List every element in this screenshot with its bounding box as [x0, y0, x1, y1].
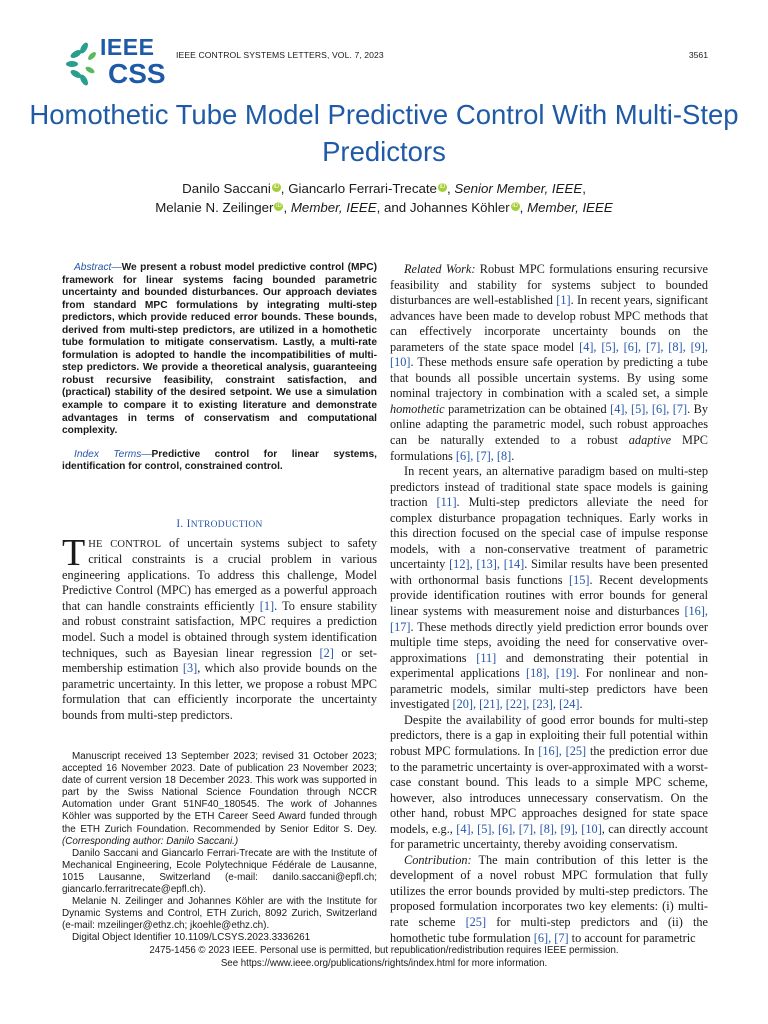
text-span: . Recent developments provide identification routines with error bounds for general linear systems with measurement noise and disturbances	[390, 572, 708, 619]
text-span: . These methods ensure safe operation by predicting a tube that bounds all possible uncertain systems. By using some nominal trajectory in combination with a scaled set, a simple	[390, 355, 708, 401]
logo-ieee-text: IEEE	[100, 34, 155, 60]
text-span: to account for parametric	[568, 930, 696, 945]
section-heading	[62, 518, 377, 530]
author-role: Member, IEEE	[527, 200, 613, 215]
citation-link[interactable]: [6], [7]	[533, 930, 569, 945]
citation-link[interactable]: [11]	[476, 650, 497, 665]
rights-link[interactable]: See https://www.ieee.org/publications/rights/index.html for more information.	[220, 957, 548, 969]
intro-paragraph	[62, 531, 378, 724]
text-span: . Similar results have been presented with orthonormal basis functions	[390, 557, 708, 587]
text-span: .	[511, 448, 515, 463]
index-terms-text: Predictive control for linear systems, identification for control, constrained control.	[62, 448, 377, 473]
footnote	[62, 751, 377, 945]
text-span: of uncertain systems subject to safety critical constraints is a crucial problem in various engineering applications. To address this challenge, Model Predictive Control (MPC) has emerged as a powerful approach that can handle constraints efficiently	[62, 535, 377, 613]
paragraph-label: Contribution:	[404, 852, 472, 867]
text-span: , which also provide bounds on the parametric uncertainty. In this letter, we propose a robust MPC formulation that can efficiently incorporate the uncertainty bounds from multi-step predictors.	[62, 661, 377, 722]
abstract	[62, 262, 377, 438]
right-column	[390, 262, 708, 946]
text-span: adaptive	[628, 433, 672, 448]
citation-link[interactable]: [15]	[568, 572, 590, 587]
abstract-label: Abstract—	[74, 262, 122, 273]
citation-link[interactable]: [2]	[319, 645, 334, 660]
corresponding-author: (Corresponding author: Danilo Saccani.)	[62, 835, 239, 847]
text-span: parametrization can be obtained	[444, 401, 611, 416]
text-span: Robust MPC formulations ensuring recursive feasibility and stability for systems subject to bounded disturbances are well-established	[390, 262, 708, 308]
orcid-icon[interactable]: iD	[439, 183, 446, 190]
contribution-paragraph	[390, 853, 708, 946]
left-column	[62, 262, 377, 723]
body-paragraph	[390, 713, 708, 853]
author-role: Senior Member, IEEE	[454, 181, 583, 196]
ieee-css-logo	[62, 36, 180, 94]
orcid-icon[interactable]: iD	[512, 202, 518, 209]
text-span: and demonstrating their potential in experimental applications	[390, 650, 709, 681]
footnote-doi: Digital Object Identifier 10.1109/LCSYS.2023.3336261	[72, 932, 311, 944]
text-span: , can directly account for parametric uncertainty, thereby avoiding conservatism.	[390, 821, 708, 852]
index-terms	[62, 449, 377, 474]
orcid-icon[interactable]: iD	[273, 183, 280, 190]
text-span: Despite the availability of good error bounds for multi-step predictors, there is a gap in exploiting their full potential within robust MPC formulations. In	[390, 712, 708, 758]
citation-link[interactable]: [16], [25]	[538, 743, 587, 758]
orcid-icon[interactable]: iD	[276, 202, 282, 209]
body-paragraph	[390, 464, 708, 713]
citation-link[interactable]: [6], [7], [8]	[455, 448, 512, 463]
citation-link[interactable]: [4], [5], [6], [7], [8], [9], [10]	[390, 339, 708, 370]
author-list: Danilo Saccani iD , Giancarlo Ferrari-Trecate iD , Senior Member, IEEE, Melanie N. Zeilinger iD , Member, IEEE, and Johannes Köhler iD , Member, IEEE	[155, 181, 613, 215]
text-span: or set-membership estimation	[62, 645, 377, 676]
citation-link[interactable]: [16], [17]	[390, 604, 708, 634]
footnote-affiliation: Melanie N. Zeilinger and Johannes Köhler are with the Institute for Dynamic Systems and Control, ETH Zurich, 8092 Zurich, Switzerland (e-mail: mzeilinger@ethz.ch; jkoehle@ethz.ch).	[62, 896, 377, 932]
citation-link[interactable]: [1]	[556, 293, 571, 308]
text-span: homothetic	[390, 401, 445, 416]
related-work-paragraph	[390, 262, 708, 464]
text-span: In recent years, an alternative paradigm based on multi-step predictors instead of traditional state space models is gaining traction	[390, 464, 708, 510]
journal-header: IEEE CONTROL SYSTEMS LETTERS, VOL. 7, 2023	[176, 50, 384, 60]
text-span: Manuscript received 13 September 2023; revised 31 October 2023; accepted 16 November 2023. Date of publication 23 November 2023; date of current version 18 December 2023. This work was supported in part by the Swiss National Science Foundation through NCCR Automation under Grant 51NF40_180545. The work of Johannes Köhler was supported by the ETH Career Seed Award funded through the ETH Zurich Foundation. Recommended by Senior Editor S. Dey.	[62, 751, 377, 835]
logo-css-text: CSS	[108, 58, 166, 89]
citation-link[interactable]: [25]	[465, 914, 487, 929]
text-span: The main contribution of this letter is the development of a novel robust MPC formulation that fully utilizes the error bounds provided by multi-step predictors. The proposed formulation incorporates two key elements: (i) multi-rate scheme	[390, 852, 708, 929]
small-caps-lead: HE CONTROL	[88, 538, 162, 550]
section-number: I.	[176, 517, 184, 530]
copyright-notice	[0, 945, 768, 970]
citation-link[interactable]: [4], [5], [6], [7], [8], [9], [10]	[456, 821, 602, 836]
citation-link[interactable]: [12], [13], [14]	[449, 557, 525, 572]
footnote-affiliation: Danilo Saccani and Giancarlo Ferrari-Trecate are with the Institute of Mechanical Engineering, Ecole Polytechnique Fédérale de Lausanne, 1015 Lausanne, Switzerland (e-mail: danilo.saccani@epfl.ch; giancarlo.ferraritrecate@epfl.ch).	[62, 847, 377, 896]
drop-cap: T	[62, 531, 86, 574]
text-span: . Multi-step predictors alleviate the need for complex disturbance propagation techniques. Early works in this direction focused on the special case of impulse response models, with a non-conservative treatment of parametric uncertainty	[390, 495, 708, 572]
citation-link[interactable]: [1]	[259, 598, 275, 613]
text-span: . To ensure stability and robust constraint satisfaction, MPC requires a prediction model. Such a model is obtained through system identification techniques, such as Bayesian linear regression	[62, 598, 378, 660]
text-span: . By online adapting the parametric model, such robust approaches can be naturally extended to a robust	[390, 401, 708, 448]
citation-link[interactable]: [18], [19]	[526, 666, 577, 681]
citation-link[interactable]: [11]	[436, 495, 457, 510]
paper-title: Homothetic Tube Model Predictive Control With Multi-Step Predictors	[29, 99, 739, 167]
conjunction: and	[383, 200, 407, 215]
abstract-text: We present a robust model predictive control (MPC) framework for linear systems facing bounded parametric uncertainty and bounded disturbances. Our approach deviates from standard MPC formulations by integrating multi-step predictors, which provide reduced error bounds. These bounds, derived from multi-step predictors, are utilized in a homothetic tube formulation to mitigate conservatism. Lastly, a multi-rate formulation is adopted to handle the incompatibilities of multi-step predictors. We provide a theoretical analysis, guaranteeing robust recursive feasibility, constraint satisfaction, and (practical) stability of the desired setpoint. We use a simulation example to compare it to existing literature and demonstrate advantages in terms of conservatism and computational complexity.	[62, 262, 377, 437]
citation-link[interactable]: [4], [5], [6], [7]	[610, 401, 688, 416]
text-span: the prediction error due to the parametric uncertainty is over-approximated with a worst-case constant bound. This leads to a simple MPC scheme, however, also introduces unnecessary conservatism. On the other hand, robust MPC approaches designed for state space models, e.g.,	[390, 743, 708, 836]
author-name: Melanie N. Zeilinger	[155, 200, 274, 215]
author-name: Danilo Saccani	[182, 181, 271, 196]
citation-link[interactable]: [3]	[182, 661, 198, 676]
text-span: for multi-step predictors and (ii) the homothetic tube formulation	[390, 914, 708, 945]
copyright-line: 2475-1456 © 2023 IEEE. Personal use is permitted, but republication/redistribution requires IEEE permission.	[149, 945, 619, 956]
author-name: Giancarlo Ferrari-Trecate	[288, 181, 437, 196]
index-terms-label: Index Terms—	[74, 448, 152, 460]
text-span: MPC formulations	[390, 433, 708, 463]
footnote-manuscript	[62, 751, 377, 848]
section-title-rest: NTRODUCTION	[190, 519, 263, 530]
author-name: Johannes Köhler	[409, 200, 510, 215]
text-span: . In recent years, significant advances have been made to develop robust MPC methods that can effectively incorporate uncertainty bounds on the parameters of the state space model	[390, 293, 709, 354]
page-number: 3561	[688, 50, 708, 60]
text-span: .	[579, 697, 583, 712]
citation-link[interactable]: [20], [21], [22], [23], [24]	[452, 697, 580, 712]
paragraph-label: Related Work:	[404, 262, 476, 276]
section-title-initial: I	[186, 517, 191, 530]
text-span: . For nonlinear and non-parametric models, similar multi-step predictors have been investigated	[390, 666, 709, 712]
author-role: Member, IEEE	[290, 200, 377, 215]
text-span: . These methods directly yield prediction error bounds over multiple time steps, avoiding the need for conservative over-approximations	[390, 619, 708, 665]
